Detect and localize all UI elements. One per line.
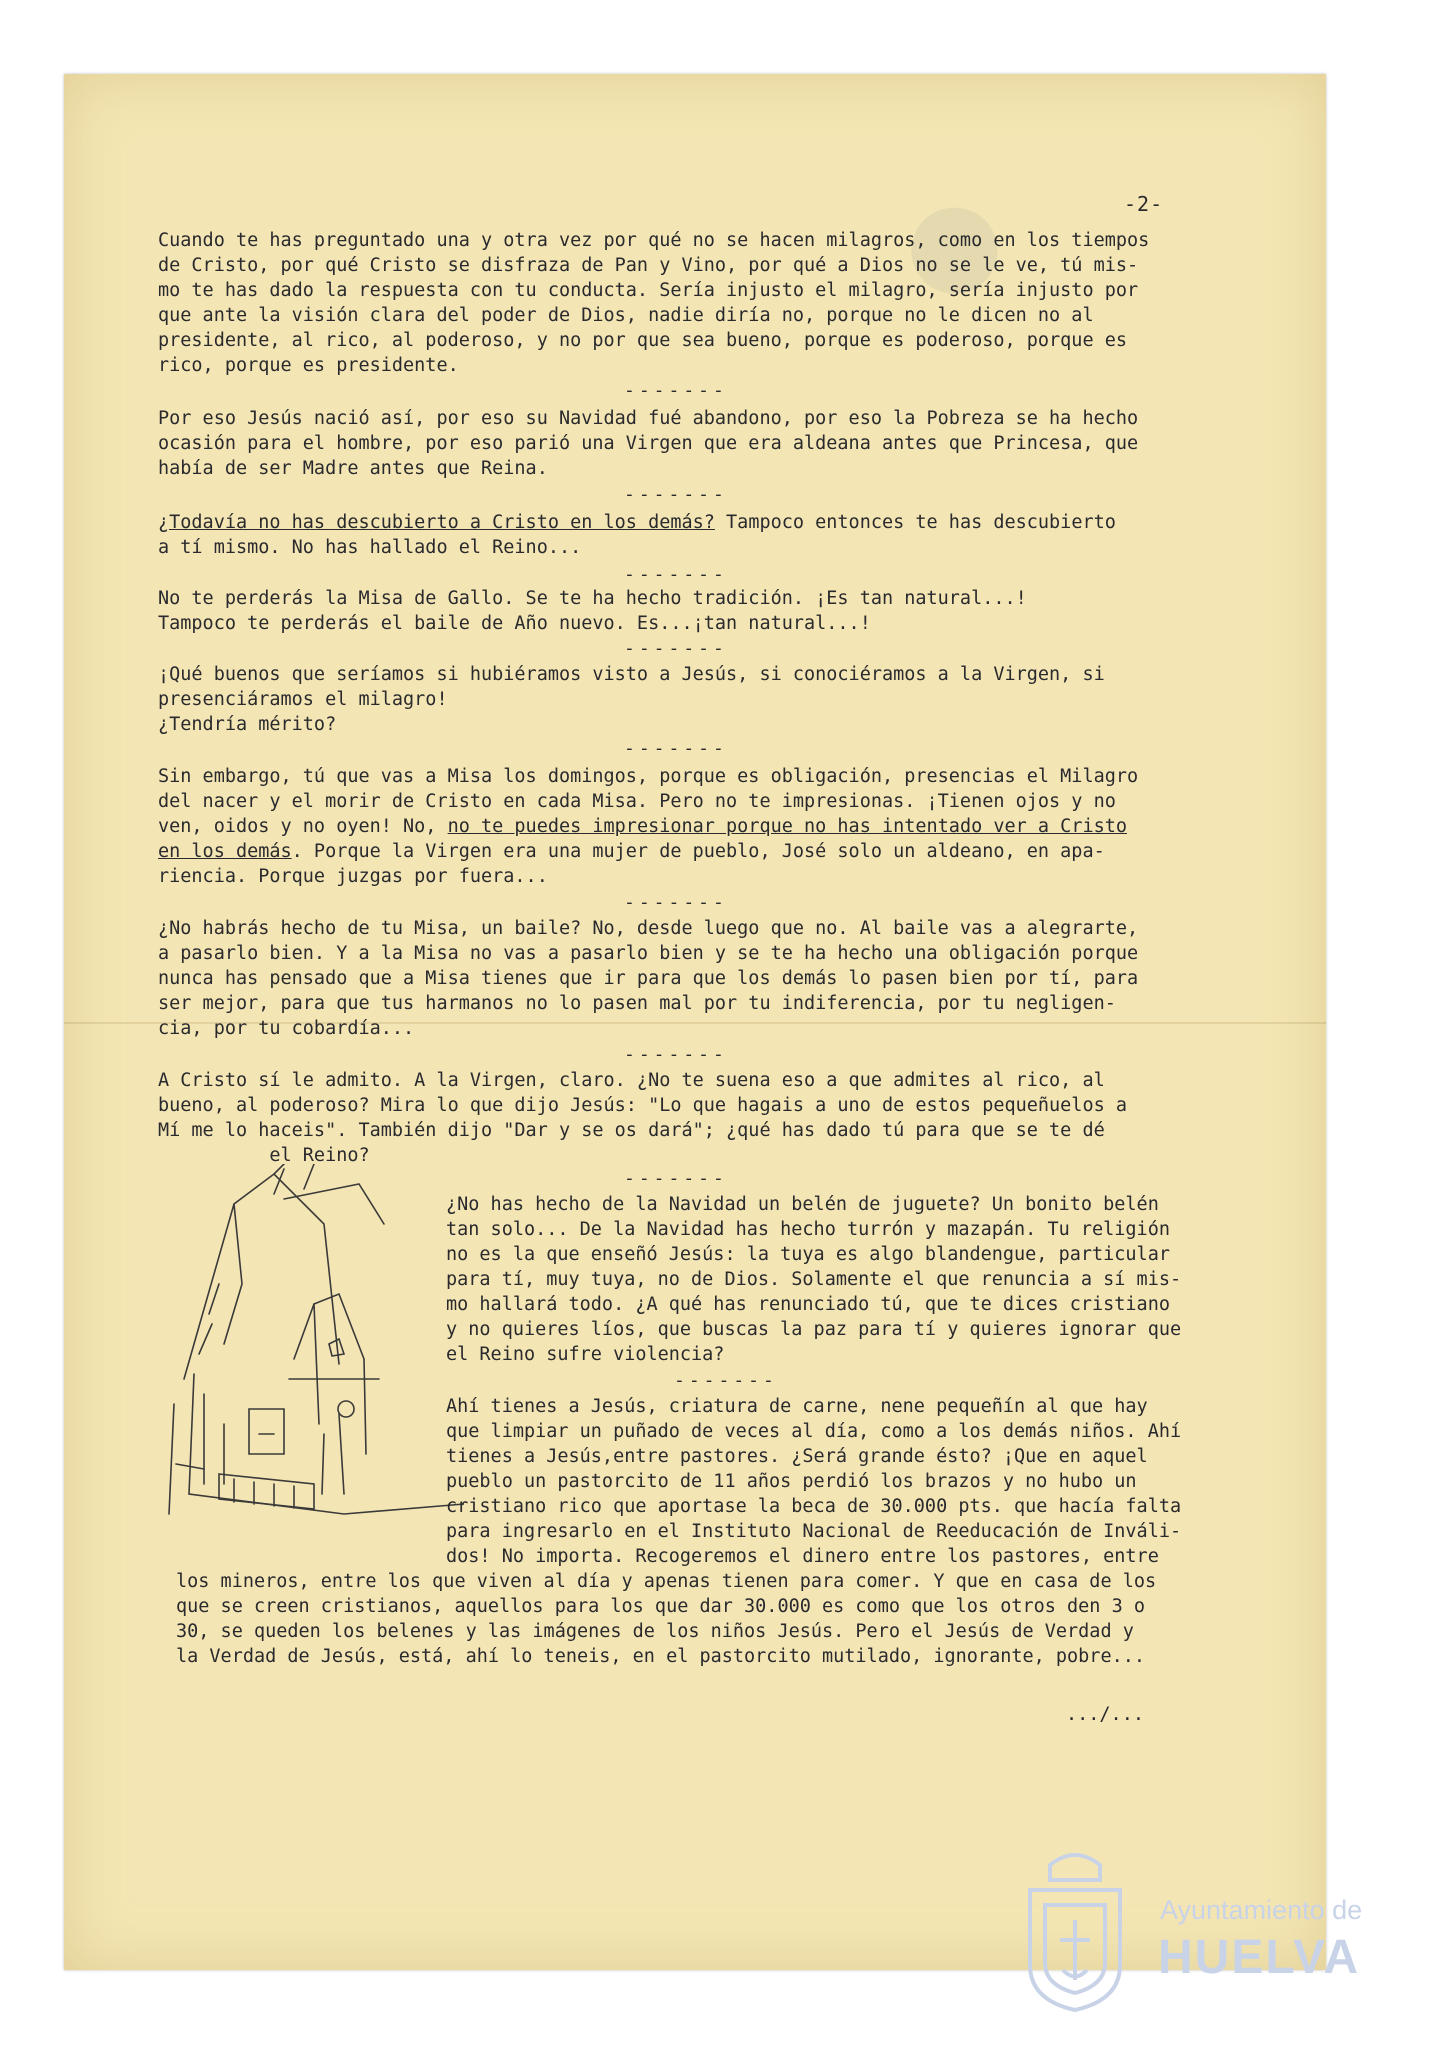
paragraph-4: No te perderás la Misa de Gallo. Se te ha hecho tradición. ¡Es tan natural...! Tampoco te perderás el baile de Año nuevo. Es...¡tan natural...! [158,588,1027,634]
house-sketch [164,1164,464,1554]
paragraph-7: ¿No habrás hecho de tu Misa, un baile? No, desde luego que no. Al baile vas a alegrarte, a pasarlo bien. Y a la Misa no vas a pasarlo bien y se te ha hecho una obligación porque nunca has pensado que a Misa tienes que ir para que los demás lo pasen bien por tí, para ser mejor, para que tus harmanos no lo pasen mal por tu indiferencia, por tu negligen- cia, por tu cobardía... [158,918,1139,1039]
document-sheet [64,74,1326,1970]
separator-4: ------- [624,638,728,659]
paragraph-9: ¿No has hecho de la Navidad un belén de juguete? Un bonito belén tan solo... De la Navidad has hecho turrón y mazapán. Tu religión no es la que enseñó Jesús: la tuya es algo blandengue, particular para tí, muy tuya, no de Dios. Solamente el que renuncia a sí mis- mo hallará todo. ¿A qué has renunciado tú, que te dices cristiano y no quieres líos, que buscas la paz para tí y quieres ignorar que el Reino sufre violencia? [446,1194,1182,1365]
separator-1: ------- [624,380,728,401]
watermark-name: Ayuntamiento de [1160,1895,1363,1925]
separator-7: ------- [624,1044,728,1065]
separator-2: ------- [624,484,728,505]
paragraph-3-underlined: ¿Todavía no has descubierto a Cristo en los demás? [158,512,715,533]
paragraph-3 [158,510,1288,560]
separator-5: ------- [624,738,728,759]
paragraph-10-full: los mineros, entre los que viven al día y apenas tienen para comer. Y que en casa de los que se creen cristianos, aquellos para los que dar 30.000 es como que los otros den 3 o 30, se queden los belenes y las imágenes de los niños Jesús. Pero el Jesús de Verdad y la Verdad de Jesús, está, ahí lo teneis, en el pastorcito mutilado, ignorante, pobre... [176,1571,1157,1667]
paragraph-5: ¡Qué buenos que seríamos si hubiéramos visto a Jesús, si conociéramos a la Virgen, si presenciáramos el milagro! ¿Tendría mérito? [158,664,1105,735]
paragraph-1: Cuando te has preguntado una y otra vez por qué no se hacen milagros, como en los tiempos de Cristo, por qué Cristo se disfraza de Pan y Vino, por qué a Dios no se le ve, tú mis- mo te has dado la respuesta con tu conducta. Sería injusto el milagro, sería injusto por que ante la visión clara del poder de Dios, nadie diría no, porque no le dicen no al presidente, al rico, al poderoso, y no por que sea bueno, porque es poderoso, porque es rico, porque es presidente. [158,230,1150,376]
paragraph-10-side: Ahí tienes a Jesús, criatura de carne, nene pequeñín al que hay que limpiar un puñado de veces al día, como a los demás niños. Ahí tienes a Jesús,entre pastores. ¿Será grande ésto? ¡Que en aquel pueblo un pastorcito de 11 años perdió los brazos y no hubo un cristiano rico que aportase la beca de 30.000 pts. que hacía falta para ingresarlo en el Instituto Nacional de Reeducación de Inváli- dos! No importa. Recogeremos el dinero entre los pastores, entre [446,1396,1182,1567]
coat-of-arms-icon [1015,1845,1135,2015]
bleed-through-mark: ● [894,127,1015,350]
page-number: -2- [1124,192,1164,216]
paragraph-6-end: . Porque la Virgen era una mujer de pueblo, José solo un aldeano, en apa- riencia. Porque juzgas por fuera... [158,841,1105,887]
continuation-mark: .../... [1066,1704,1144,1725]
paragraph-6 [158,764,1288,889]
watermark-city: HUELVA [1158,1931,1361,1984]
paragraph-6-underlined: no te puedes impresionar porque no has intentado ver a Cristo en los demás [158,816,1128,862]
paragraph-8: A Cristo sí le admito. A la Virgen, claro. ¿No te suena eso a que admites al rico, al bueno, al poderoso? Mira lo que dijo Jesús: "Lo que hagais a uno de estos pequeñuelos a Mí me lo haceis". También dijo "Dar y se os dará"; ¿qué has dado tú para que se te dé el Reino? [158,1070,1128,1166]
separator-8: ------- [624,1168,728,1189]
separator-6: ------- [624,892,728,913]
paragraph-2: Por eso Jesús nació así, por eso su Navidad fué abandono, por eso la Pobreza se ha hecho ocasión para el hombre, por eso parió una Virgen que era aldeana antes que Princesa, que había de ser Madre antes que Reina. [158,408,1139,479]
separator-3: ------- [624,564,728,585]
paragraph-6-start: Sin embargo, tú que vas a Misa los domingos, porque es obligación, presencias el Milagro del nacer y el morir de Cristo en cada Misa. Pero no te impresionas. ¡Tienen ojos y no ven, oidos y no oyen! No, [158,766,1139,837]
separator-9: ------- [674,1370,778,1391]
paragraph-3-rest: Tampoco entonces te has descubierto a tí mismo. No has hallado el Reino... [158,512,1116,558]
